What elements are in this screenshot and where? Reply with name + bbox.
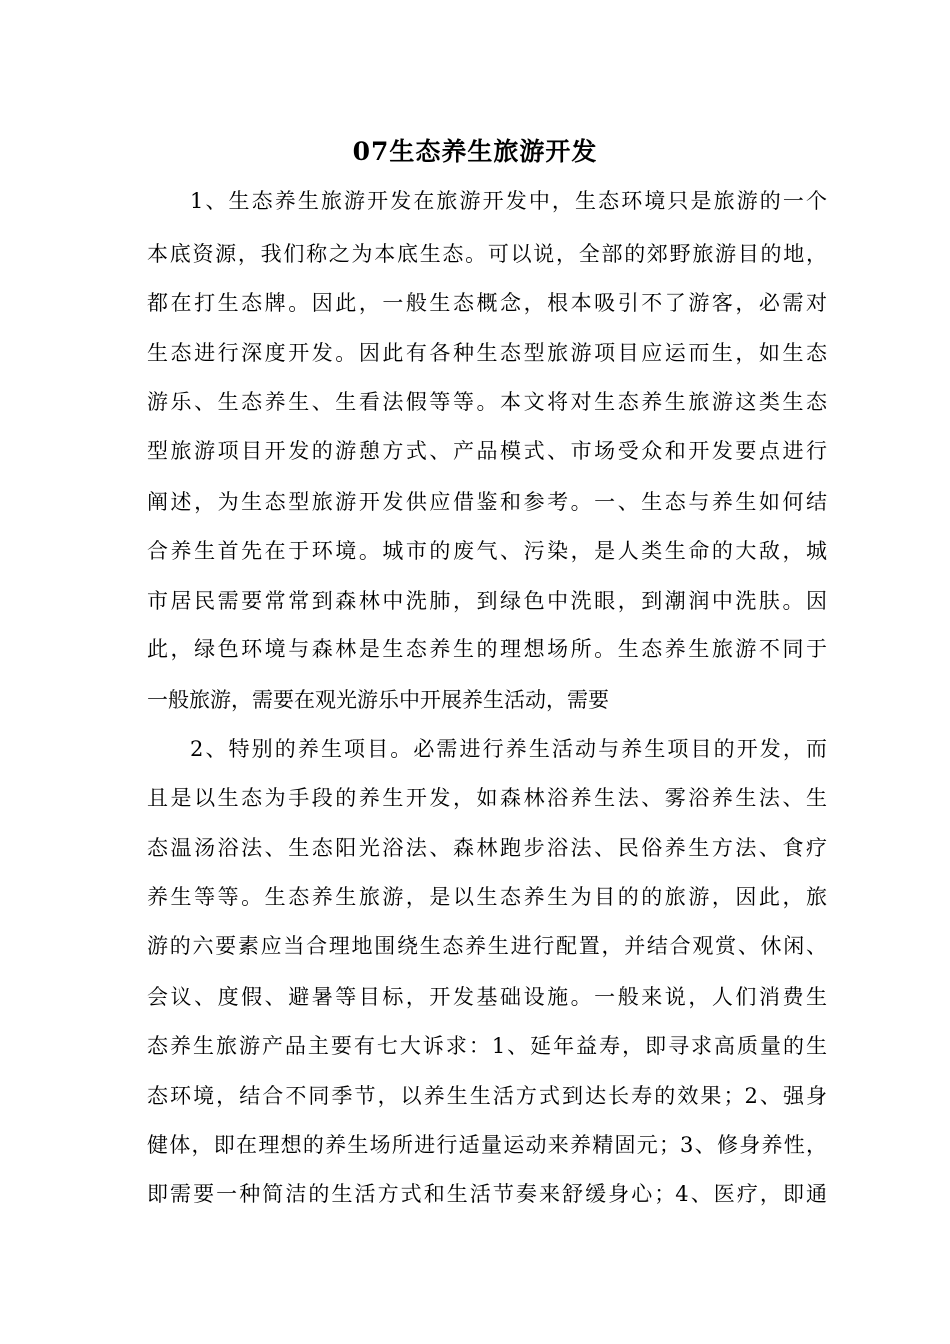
paragraph-2-line-5: 游的六要素应当合理地围绕生态养生进行配置，并结合观赏、休闲、 <box>147 934 827 958</box>
paragraph-1-line-3: 都在打生态牌。因此，一般生态概念，根本吸引不了游客，必需对 <box>147 291 827 315</box>
paragraph-1-line-11: 一般旅游，需要在观光游乐中开展养生活动，需要 <box>147 688 609 712</box>
paragraph-1-line-2: 本底资源，我们称之为本底生态。可以说，全部的郊野旅游目的地， <box>147 242 827 266</box>
paragraph-2-line-6: 会议、度假、避暑等目标，开发基础设施。一般来说，人们消费生 <box>147 985 827 1009</box>
paragraph-1-line-5: 游乐、生态养生、生看法假等等。本文将对生态养生旅游这类生态 <box>147 390 827 414</box>
paragraph-2-line-10: 即需要一种简洁的生活方式和生活节奏来舒缓身心；4、医疗，即通 <box>147 1182 827 1206</box>
paragraph-2-line-8: 态环境，结合不同季节，以养生生活方式到达长寿的效果；2、强身 <box>147 1084 827 1108</box>
paragraph-1-line-9: 市居民需要常常到森林中洗肺，到绿色中洗眼，到潮润中洗肤。因 <box>147 589 827 613</box>
paragraph-2-line-9: 健体，即在理想的养生场所进行适量运动来养精固元；3、修身养性， <box>147 1133 827 1157</box>
paragraph-2-line-2: 且是以生态为手段的养生开发，如森林浴养生法、雾浴养生法、生 <box>147 786 827 810</box>
paragraph-1-line-10: 此，绿色环境与森林是生态养生的理想场所。生态养生旅游不同于 <box>147 637 827 661</box>
paragraph-1-line-6: 型旅游项目开发的游憩方式、产品模式、市场受众和开发要点进行 <box>147 439 827 463</box>
paragraph-1-line-4: 生态进行深度开发。因此有各种生态型旅游项目应运而生，如生态 <box>147 341 827 365</box>
document-title: 07生态养生旅游开发 <box>352 137 598 166</box>
paragraph-1-line-7: 阐述，为生态型旅游开发供应借鉴和参考。一、生态与养生如何结 <box>147 490 827 514</box>
paragraph-2-line-1: 2、特别的养生项目。必需进行养生活动与养生项目的开发，而 <box>190 737 827 761</box>
paragraph-1-line-8: 合养生首先在于环境。城市的废气、污染，是人类生命的大敌，城 <box>147 539 827 563</box>
paragraph-2-line-3: 态温汤浴法、生态阳光浴法、森林跑步浴法、民俗养生方法、食疗 <box>147 836 827 860</box>
paragraph-1-line-1: 1、生态养生旅游开发在旅游开发中，生态环境只是旅游的一个 <box>190 189 827 213</box>
paragraph-2-line-4: 养生等等。生态养生旅游，是以生态养生为目的的旅游，因此，旅 <box>147 885 827 909</box>
paragraph-2-line-7: 态养生旅游产品主要有七大诉求：1、延年益寿，即寻求高质量的生 <box>147 1034 827 1058</box>
